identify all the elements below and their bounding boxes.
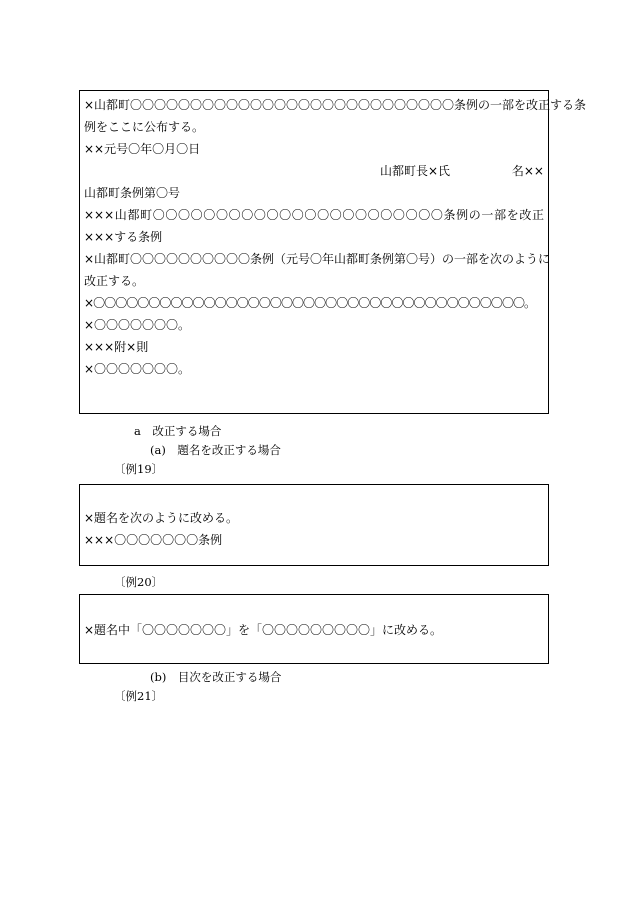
ordinance-text-line: 改正する。 bbox=[84, 274, 145, 288]
example-text-line: ×題名中「〇〇〇〇〇〇〇」を「〇〇〇〇〇〇〇〇〇」に改める。 bbox=[84, 623, 443, 637]
subsection-heading-title: (a) 題名を改正する場合 bbox=[150, 443, 281, 457]
ordinance-text-line: ×山都町〇〇〇〇〇〇〇〇〇〇〇〇〇〇〇〇〇〇〇〇〇〇〇〇〇〇〇条例の一部を改正する条 bbox=[84, 98, 587, 112]
example-label-20: 〔例20〕 bbox=[114, 575, 164, 589]
ordinance-text-line: ×山都町〇〇〇〇〇〇〇〇〇〇条例（元号〇年山都町条例第〇号）の一部を次のように bbox=[84, 252, 551, 266]
mayor-title: 山都町長×氏 bbox=[380, 164, 451, 178]
subsection-heading-toc: (b) 目次を改正する場合 bbox=[150, 670, 282, 684]
example-text-line: ×××〇〇〇〇〇〇〇条例 bbox=[84, 533, 223, 547]
mayor-name: 名×× bbox=[511, 164, 544, 178]
ordinance-text-line: ×〇〇〇〇〇〇〇〇〇〇〇〇〇〇〇〇〇〇〇〇〇〇〇〇〇〇〇〇〇〇〇〇〇〇〇〇〇〇〇。 bbox=[84, 296, 536, 310]
ordinance-text-line: ×××する条例 bbox=[84, 230, 163, 244]
example-label-21: 〔例21〕 bbox=[114, 689, 164, 703]
example-ordinance-box bbox=[79, 90, 587, 414]
example-label-19: 〔例19〕 bbox=[114, 462, 164, 476]
ordinance-number-line: 山都町条例第〇号 bbox=[84, 186, 181, 200]
example-text-line: ×題名を次のように改める。 bbox=[84, 511, 239, 525]
ordinance-date-line: ××元号〇年〇月〇日 bbox=[84, 142, 201, 156]
ordinance-text-line: ×〇〇〇〇〇〇〇。 bbox=[84, 362, 191, 376]
example20-box bbox=[79, 594, 549, 664]
ordinance-text-line: 例をここに公布する。 bbox=[84, 120, 205, 134]
section-heading-a: a 改正する場合 bbox=[134, 424, 222, 438]
ordinance-text-line: ×××山都町〇〇〇〇〇〇〇〇〇〇〇〇〇〇〇〇〇〇〇〇〇〇〇条例の一部を改正 bbox=[84, 208, 544, 222]
ordinance-text-line: ×〇〇〇〇〇〇〇。 bbox=[84, 318, 191, 332]
supplementary-provisions-heading: ×××附×則 bbox=[84, 340, 149, 354]
example19-box bbox=[79, 484, 549, 566]
